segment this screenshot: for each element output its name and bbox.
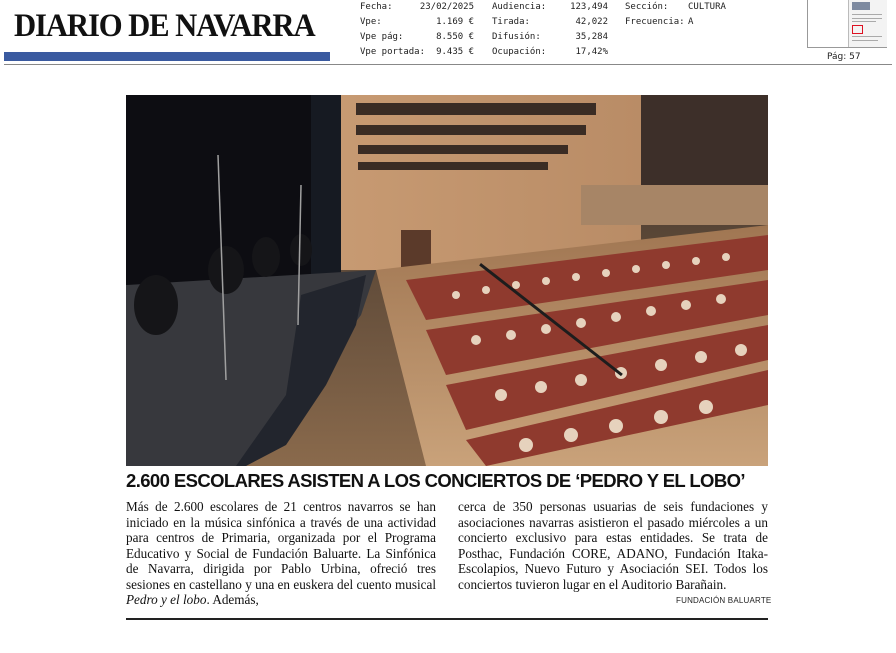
meta-value: 123,494: [570, 2, 608, 12]
article-column-2: cerca de 350 personas usuarias de seis fundaciones y asociaciones navarras asistieron el pasado miércoles a un concierto exclusivo para estas entidades. Se trata de Posthac, Fundación CORE, ADANO, Fundación Itaka-Escolapios, Nuevo Futuro y Asociación SEI. Todos los conciertos tuvieron lugar en el Auditorio Barañain.: [458, 499, 768, 592]
thumbnail-line: [852, 18, 882, 19]
meta-value: 42,022: [575, 17, 608, 27]
meta-label: Audiencia:: [492, 2, 547, 12]
meta-label: Fecha:: [360, 2, 393, 12]
meta-row: [360, 0, 474, 15]
meta-value: 8.550 €: [436, 32, 474, 42]
meta-label: Ocupación:: [492, 47, 547, 57]
concert-photo: [126, 95, 768, 466]
meta-value: CULTURA: [688, 2, 726, 12]
article-column-1: [126, 499, 436, 608]
meta-row: [360, 30, 474, 45]
meta-row: [492, 45, 608, 60]
header-rule: [4, 64, 892, 65]
meta-label: Sección:: [625, 2, 669, 12]
meta-label: Frecuencia:: [625, 17, 685, 27]
thumbnail-line: [852, 21, 876, 22]
meta-value: 17,42%: [575, 47, 608, 57]
thumbnail-line: [852, 36, 882, 37]
meta-row: [625, 15, 765, 30]
meta-value: 35,284: [575, 32, 608, 42]
page-thumbnail[interactable]: [807, 0, 887, 48]
meta-row: [492, 0, 608, 15]
concert-photo-illustration: [126, 95, 768, 466]
meta-label: Vpe pág:: [360, 32, 404, 42]
thumbnail-highlight: [852, 25, 863, 34]
meta-value: A: [688, 17, 694, 27]
meta-row: [360, 15, 474, 30]
photo-credit: FUNDACIÓN BALUARTE: [676, 596, 772, 605]
meta-row: [492, 30, 608, 45]
masthead-bar: [4, 52, 330, 61]
meta-label: Tirada:: [492, 17, 530, 27]
column-1-text: Más de 2.600 escolares de 21 centros navarros se han iniciado en la música sinfónica a través de una actividad para centros de Primaria, organizada por el Programa Educativo y Social de Fundación Baluarte. La Sinfónica de Navarra, dirigida por Pablo Urbina, ofreció tres sesiones en castellano y una en euskera del cuento musical: [126, 499, 436, 592]
thumbnail-page: [848, 0, 887, 47]
meta-column-2: [492, 0, 608, 60]
meta-label: Vpe:: [360, 17, 382, 27]
column-1-end: . Además,: [206, 592, 259, 607]
meta-value: 23/02/2025: [419, 2, 474, 12]
column-1-italic-title: Pedro y el lobo: [126, 592, 207, 607]
meta-label: Vpe portada:: [360, 47, 426, 57]
meta-row: [625, 0, 765, 15]
page-number: Pág: 57: [827, 52, 861, 62]
meta-value: 1.169 €: [436, 17, 474, 27]
thumbnail-photo: [852, 2, 870, 10]
meta-column-1: [360, 0, 474, 60]
article-headline: 2.600 ESCOLARES ASISTEN A LOS CONCIERTOS DE ‘PEDRO Y EL LOBO’: [126, 470, 745, 491]
meta-label: Difusión:: [492, 32, 541, 42]
masthead-title: DIARIO DE NAVARRA: [14, 8, 315, 44]
meta-value: 9.435 €: [436, 47, 474, 57]
meta-column-3: [625, 0, 765, 30]
thumbnail-line: [852, 40, 878, 41]
article-bottom-rule: [126, 618, 768, 620]
meta-row: [492, 15, 608, 30]
thumbnail-line: [852, 14, 882, 15]
meta-row: [360, 45, 474, 60]
